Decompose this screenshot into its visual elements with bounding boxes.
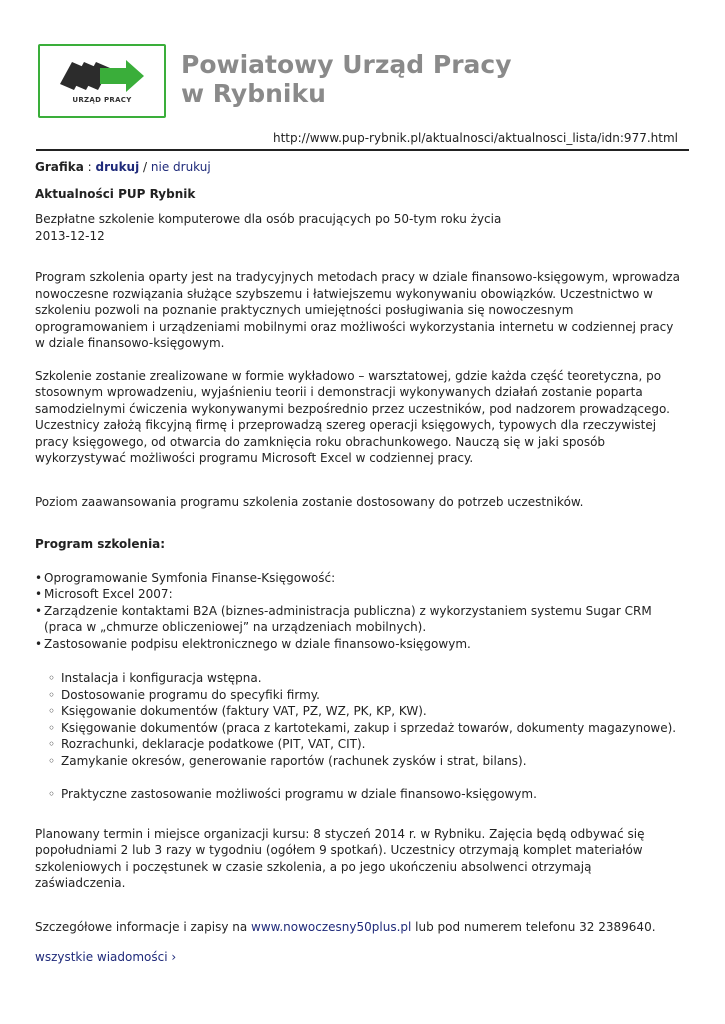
list-item: ◦ Zamykanie okresów, generowanie raportów (rachunek zysków i strat, bilans). — [61, 753, 685, 770]
page-header — [38, 44, 698, 118]
contact-info — [35, 919, 685, 936]
contact-suffix: lub pod numerem telefonu 32 2389640. — [411, 919, 656, 934]
list-item: ◦ Dostosowanie programu do specyfiki firmy. — [61, 687, 685, 704]
program-heading: Program szkolenia: — [35, 537, 166, 551]
pup-logo[interactable] — [38, 44, 166, 118]
list-item: ◦ Rozrachunki, deklaracje podatkowe (PIT, VAT, CIT). — [61, 736, 685, 753]
page-url: http://www.pup-rybnik.pl/aktualnosci/aktualnosci_lista/idn:977.html — [272, 131, 678, 145]
print-link[interactable]: drukuj — [95, 160, 140, 174]
article-paragraph-3: Poziom zaawansowania programu szkolenia zostanie dostosowany do potrzeb uczestników. — [35, 494, 584, 509]
logo-cards-arrow-icon — [46, 52, 158, 98]
graphics-sep: : — [83, 160, 96, 174]
brand-line-1: Powiatowy Urząd Pracy — [181, 50, 512, 79]
article-title: Bezpłatne szkolenie komputerowe dla osób pracujących po 50-tym roku życia — [35, 212, 502, 226]
contact-prefix: Szczegółowe informacje i zapisy na — [35, 919, 252, 934]
graphics-toggle — [35, 159, 685, 176]
website-link[interactable]: www.nowoczesny50plus.pl — [251, 919, 412, 934]
list-item: ◦ Księgowanie dokumentów (praca z kartotekami, zakup i sprzedaż towarów, dokumenty magazynowe). — [61, 720, 685, 737]
logo-caption: URZĄD PRACY — [72, 96, 132, 104]
article-paragraph-1: Program szkolenia oparty jest na tradycyjnych metodach pracy w dziale finansowo-księgowym, wprowadza nowoczesne rozwiązania służące szybszemu i łatwiejszemu wykonywaniu obowiązków. Uczestnictwo w szkoleniu pozwoli na poznanie praktycznych umiejętności posługiwania się nowoczesnym oprogramowaniem i urządzeniami mobilnymi oraz możliwości wykorzystania internetu w codziennej pracy w dziale finansowo-księgowym. — [35, 270, 680, 350]
program-list — [35, 570, 685, 653]
noprint-link[interactable]: nie drukuj — [150, 160, 211, 174]
section-title: Aktualności PUP Rybnik — [35, 186, 196, 201]
list-item: ◦ Księgowanie dokumentów (faktury VAT, PZ, WZ, PK, KP, KW). — [61, 703, 685, 720]
article-date: 2013-12-12 — [35, 228, 105, 243]
list-item: • Zastosowanie podpisu elektronicznego w dziale finansowo-księgowym. — [44, 636, 685, 653]
list-item: ◦ Instalacja i konfiguracja wstępna. — [61, 670, 685, 687]
list-item: • Microsoft Excel 2007: — [44, 586, 685, 603]
article-content — [35, 157, 685, 966]
list-item: • Zarządzenie kontaktami B2A (biznes-administracja publiczna) z wykorzystaniem systemu Sugar CRM (praca w „chmurze obliczeniowej” na urządzeniach mobilnych). — [44, 603, 685, 636]
graphics-label: Grafika — [35, 160, 84, 174]
list-item: ◦ Praktyczne zastosowanie możliwości programu w dziale finansowo-księgowym. — [61, 786, 685, 803]
header-divider — [36, 149, 689, 151]
graphics-slash: / — [139, 160, 151, 174]
all-news-link[interactable]: wszystkie wiadomości › — [35, 950, 177, 964]
article-paragraph-4: Planowany termin i miejsce organizacji kursu: 8 styczeń 2014 r. w Rybniku. Zajęcia będą odbywać się popołudniami 2 lub 3 razy w tygodniu (ogółem 9 spotkań). Uczestnicy otrzymają komplet materiałów szkoleniowych i poczęstunek w czasie szkolenia, a po jego ukończeniu absolwenci otrzymają zaświadczenia. — [35, 826, 645, 890]
program-sublist-extra — [35, 786, 685, 803]
article-paragraph-2: Szkolenie zostanie zrealizowane w formie wykładowo – warsztatowej, gdzie każda część teoretyczna, po stosownym wprowadzeniu, wyjaśnieniu teorii i demonstracji wykonywanych działań zostanie poparta samodzielnymi ćwiczenia wykonywanymi bezpośrednio przez uczestników, pod nadzorem prowadzącego. Uczestnicy założą fikcyjną firmę i przeprowadzą szereg operacji księgowych, typowych dla rzeczywistej pracy księgowego, od otwarcia do zamknięcia roku obrachunkowego. Nauczą się w jaki sposób wykorzystywać możliwości programu Microsoft Excel w codziennej pracy. — [35, 368, 670, 465]
list-item: • Oprogramowanie Symfonia Finanse-Księgowość: — [44, 570, 685, 587]
brand-name — [181, 50, 512, 108]
brand-line-2: w Rybniku — [181, 79, 326, 108]
program-sublist — [35, 670, 685, 769]
